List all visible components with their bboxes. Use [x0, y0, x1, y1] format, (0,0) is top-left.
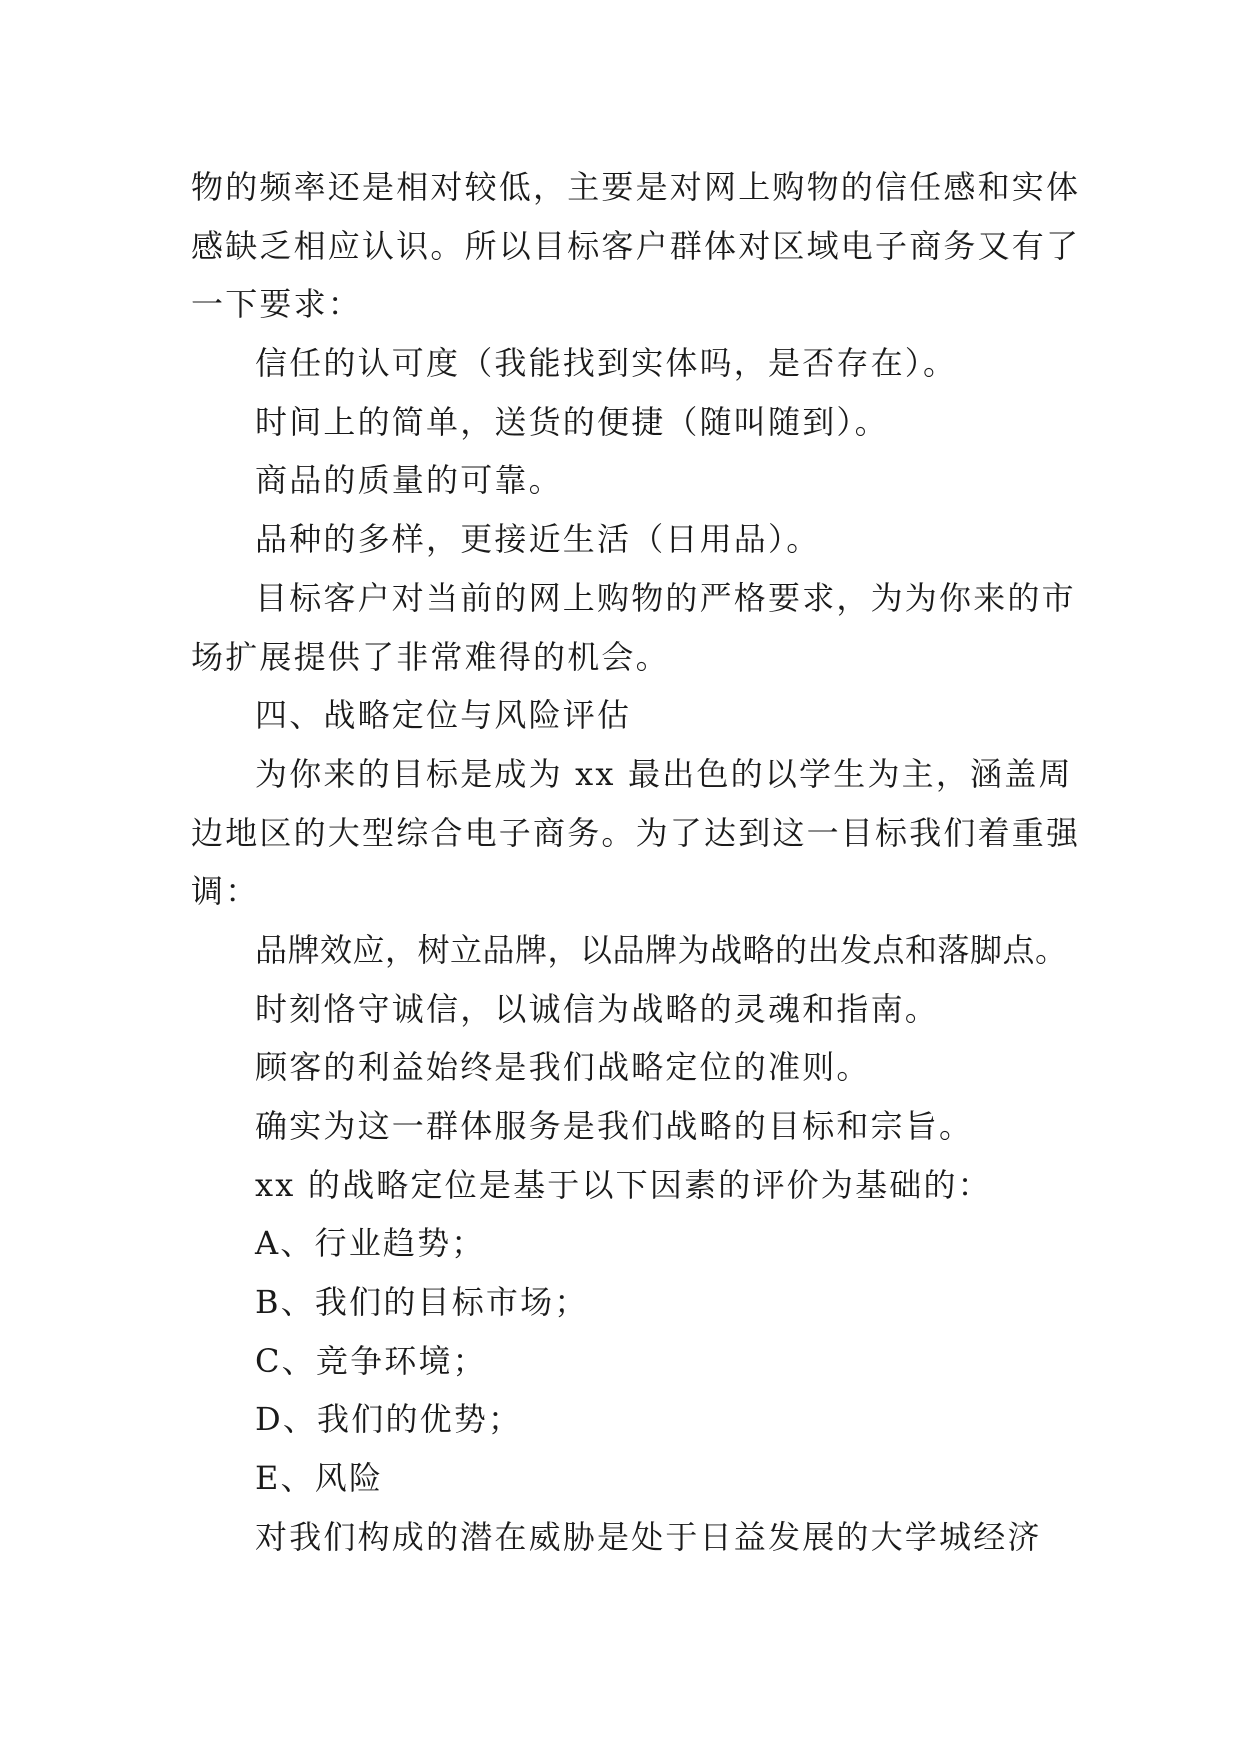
text-line: 确实为这一群体服务是我们战略的目标和宗旨。: [255, 1107, 974, 1145]
text-line: 时刻恪守诚信，以诚信为战略的灵魂和指南。: [255, 989, 940, 1028]
body-text: [191, 158, 1081, 1567]
text-line: 边地区的大型综合电子商务。为了达到这一目标我们着重强: [191, 813, 1081, 852]
list-item: A、行业趋势；: [255, 1224, 486, 1263]
text-line: xx 的战略定位是基于以下因素的评价为基础的：: [255, 1165, 992, 1204]
text-line: 品牌效应，树立品牌，以品牌为战略的出发点和落脚点。: [255, 930, 1068, 969]
list-item: D、我们的优势；: [255, 1400, 523, 1439]
text-line: 时间上的简单，送货的便捷（随叫随到）。: [255, 402, 889, 441]
list-item: E、风险: [255, 1459, 384, 1498]
text-line: 为你来的目标是成为 xx 最出色的以学生为主，涵盖周: [255, 754, 1073, 793]
text-line: 场扩展提供了非常难得的机会。: [191, 637, 670, 676]
list-item: C、竞争环境；: [255, 1341, 487, 1380]
text-line: 物的频率还是相对较低，主要是对网上购物的信任感和实体: [191, 168, 1081, 206]
text-line: 商品的质量的可靠。: [255, 461, 563, 500]
text-line: 一下要求：: [191, 285, 363, 324]
text-line: 调：: [191, 872, 260, 911]
text-line: 目标客户对当前的网上购物的严格要求，为为你来的市: [255, 578, 1076, 617]
section-heading: 四、战略定位与风险评估: [255, 696, 632, 735]
text-line: 感缺乏相应认识。所以目标客户群体对区域电子商务又有了: [191, 226, 1081, 265]
text-line: 品种的多样，更接近生活（日用品）。: [255, 520, 821, 559]
list-item: B、我们的目标市场；: [255, 1283, 589, 1322]
text-line: 对我们构成的潜在威胁是处于日益发展的大学城经济: [255, 1517, 1042, 1556]
text-line: 顾客的利益始终是我们战略定位的准则。: [255, 1048, 871, 1087]
text-line: 信任的认可度（我能找到实体吗，是否存在）。: [255, 344, 958, 383]
